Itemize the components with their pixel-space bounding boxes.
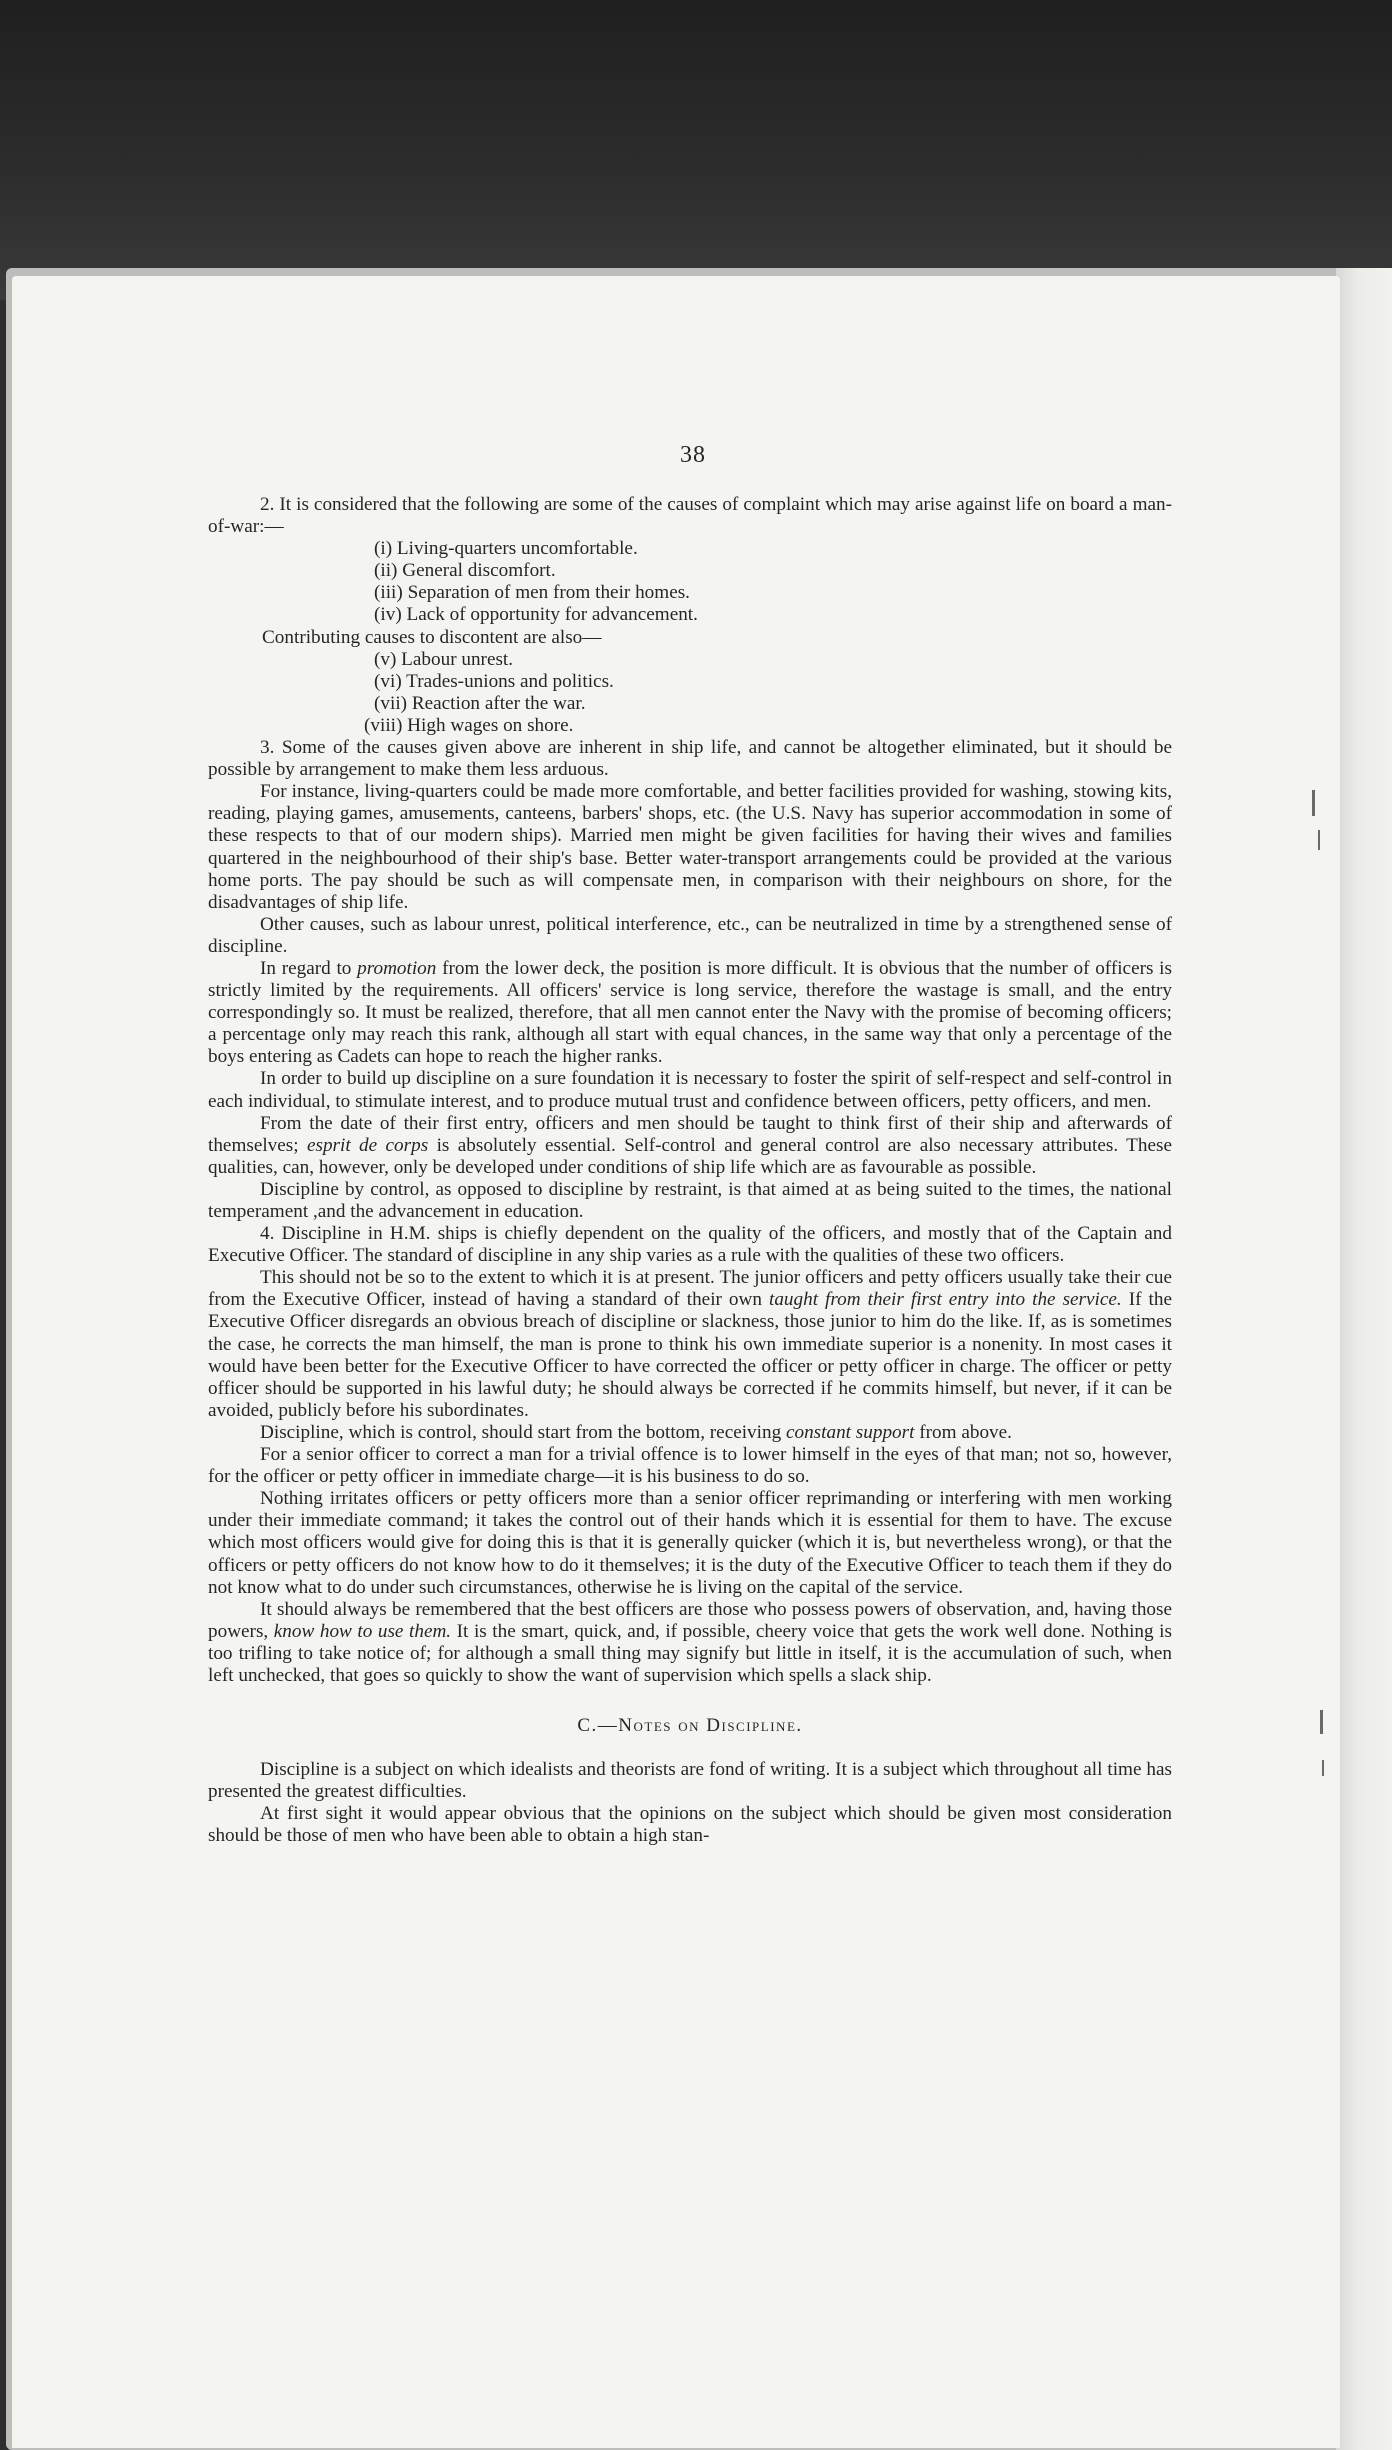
- emphasis: taught from their first entry into the service.: [769, 1289, 1122, 1311]
- list-item: (vii) Reaction after the war.: [374, 692, 586, 714]
- list-item: (iii) Separation of men from their homes.: [374, 582, 690, 604]
- emphasis: esprit de corps: [306, 1134, 429, 1156]
- list-item: (iv) Lack of opportunity for advancement.: [374, 604, 698, 626]
- para-causes-intro: 2. It is considered that the following are some of the causes of complaint which may arise against life on board a man-of-war:—: [208, 494, 1172, 538]
- emphasis: know how to use them.: [273, 1620, 452, 1642]
- para-observation: It should always be remembered that the best officers are those who possess powers of observation, and, having those powers, know how to use them. It is the smart, quick, and, if possible, cheery voice that gets the work well done. Nothing is too trifling to take notice of; for although a small thing may signify but little in itself, it is the accumulation of such, when left unchecked, that goes so quickly to show the want of supervision which spells a slack ship.: [208, 1598, 1172, 1686]
- scan-background: [0, 0, 1392, 300]
- list-item: (i) Living-quarters uncomfortable.: [374, 538, 638, 560]
- emphasis: constant support: [785, 1421, 915, 1443]
- contributing-causes: Contributing causes to discontent are also—: [262, 626, 602, 648]
- margin-mark: [1322, 1760, 1324, 1776]
- margin-mark: [1312, 790, 1315, 816]
- margin-mark: [1318, 830, 1320, 850]
- adjacent-page-edge: [1336, 268, 1392, 2450]
- para-constant-support: Discipline, which is control, should start from the bottom, receiving constant support from above.: [260, 1421, 1012, 1443]
- para-irritates: Nothing irritates officers or petty officers more than a senior officer reprimanding or interfering with men working under their immediate command; it takes the control out of their hands which it is essential for them to have. The excuse which most officers would give for doing this is that it is generally quicker (which it is, but nevertheless wrong), or that the officers or petty officers do not know how to do it themselves; it is the duty of the Executive Officer to teach them if they do not know what to do under such circumstances, otherwise he is living on the capital of the service.: [208, 1488, 1172, 1598]
- page-number: 38: [680, 442, 706, 468]
- para-living-quarters: For instance, living-quarters could be made more comfortable, and better facilities provided for washing, stowing kits, reading, playing games, amusements, canteens, barbers' shops, etc. (the U.S. Navy has superior accommodation in some of these respects to that of our modern ships). Married men might be given facilities for having their wives and families quartered in the neighbourhood of their ship's base. Better water-transport arrangements could be provided at the various home ports. The pay should be such as will compensate men, in comparison with their neighbours on shore, for the disadvantages of ship life.: [208, 781, 1172, 913]
- para-other-causes: Other causes, such as labour unrest, political interference, etc., can be neutralized in time by a strengthened sense of discipline.: [208, 913, 1172, 957]
- body-text: [208, 494, 1172, 1848]
- emphasis: promotion: [357, 957, 437, 979]
- para-discipline-by-control: Discipline by control, as opposed to discipline by restraint, is that aimed at as being suited to the times, the national temperament ,and the advancement in education.: [208, 1178, 1172, 1222]
- para-promotion: In regard to promotion from the lower deck, the position is more difficult. It is obvious that the number of officers is strictly limited by the requirements. All officers' service is long service, therefore the wastage is small, and the entry correspondingly so. It must be realized, therefore, that all men cannot enter the Navy with the promise of becoming officers; a percentage only may reach this rank, although all start with equal chances, in the same way that only a percentage of the boys entering as Cadets can hope to reach the higher ranks.: [208, 957, 1172, 1068]
- para-esprit-de-corps: From the date of their first entry, officers and men should be taught to think first of their ship and afterwards of themselves; esprit de corps is absolutely essential. Self-control and general control are also necessary attributes. These qualities, can, however, only be developed under conditions of ship life which are as favourable as possible.: [208, 1112, 1172, 1178]
- para-hm-ships: 4. Discipline in H.M. ships is chiefly dependent on the quality of the officers, and mostly that of the Captain and Executive Officer. The standard of discipline in any ship varies as a rule with the qualities of these two officers.: [208, 1223, 1172, 1267]
- para-senior-officer: For a senior officer to correct a man for a trivial offence is to lower himself in the eyes of that man; not so, however, for the officer or petty officer in immediate charge—it is his business to do so.: [208, 1444, 1172, 1488]
- para-inherent-causes: 3. Some of the causes given above are inherent in ship life, and cannot be altogether eliminated, but it should be possible by arrangement to make them less arduous.: [208, 737, 1172, 781]
- para-foundation: In order to build up discipline on a sure foundation it is necessary to foster the spirit of self-respect and self-control in each individual, to stimulate interest, and to produce mutual trust and confidence between officers, petty officers, and men.: [208, 1068, 1172, 1112]
- para-idealists: Discipline is a subject on which idealists and theorists are fond of writing. It is a subject which throughout all time has presented the greatest difficulties.: [208, 1759, 1172, 1803]
- margin-mark: [1320, 1710, 1323, 1734]
- list-item: (v) Labour unrest.: [374, 648, 514, 670]
- list-item: (viii) High wages on shore.: [364, 714, 574, 736]
- list-item: (ii) General discomfort.: [374, 560, 556, 582]
- list-item: (vi) Trades-unions and politics.: [374, 670, 614, 692]
- para-first-sight: At first sight it would appear obvious that the opinions on the subject which should be given most consideration should be those of men who have been able to obtain a high stan-: [208, 1803, 1172, 1847]
- para-executive-officer: This should not be so to the extent to which it is at present. The junior officers and petty officers usually take their cue from the Executive Officer, instead of having a standard of their own taught from their first entry into the service. If the Executive Officer disregards an obvious breach of discipline or slackness, those junior to him do the like. If, as is sometimes the case, he corrects the man himself, the man is prone to think his own immediate superior is a nonenity. In most cases it would have been better for the Executive Officer to have corrected the officer or petty officer in charge. The officer or petty officer should be supported in his lawful duty; he should always be corrected if he commits himself, but never, if it can be avoided, publicly before his subordinates.: [208, 1267, 1172, 1421]
- document-page: [12, 276, 1340, 2448]
- section-heading: C.—Notes on Discipline.: [577, 1715, 803, 1737]
